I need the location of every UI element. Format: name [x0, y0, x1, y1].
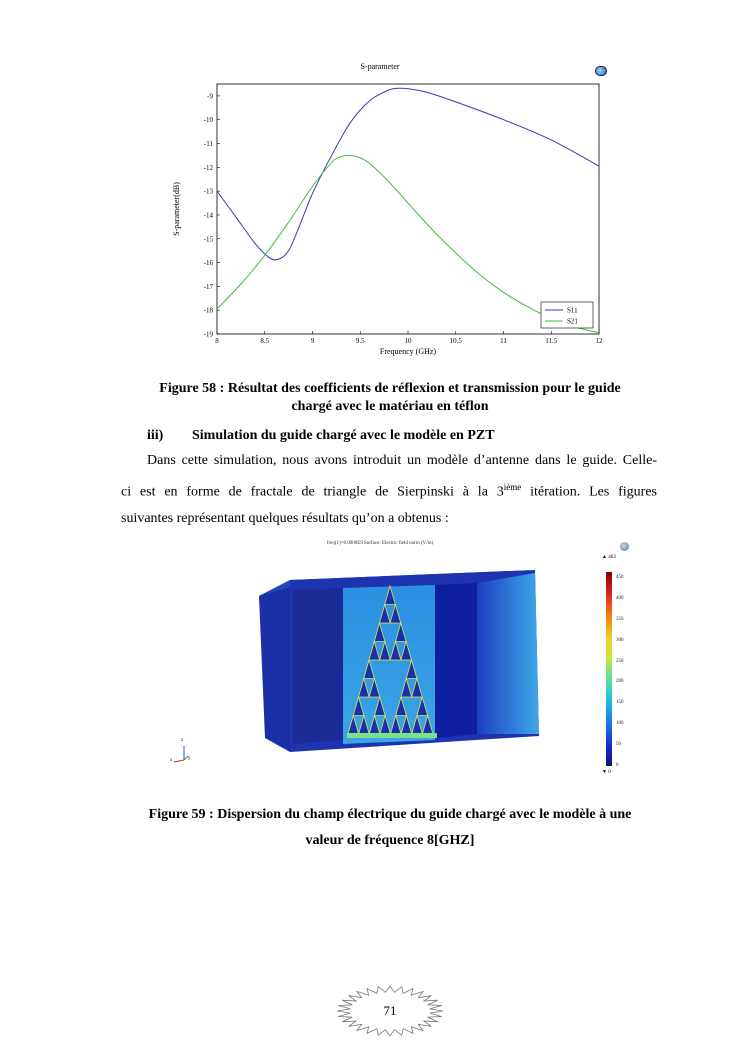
x-tick-label: 8	[215, 337, 219, 345]
superscript-ieme: ième	[503, 482, 522, 492]
colorbar-tick-label: 450	[616, 575, 624, 580]
x-tick-label: 9.5	[355, 337, 365, 345]
x-tick-label: 11.5	[545, 337, 558, 345]
colorbar-tick-label: 300	[616, 637, 624, 643]
colorbar-tick-label: 200	[616, 679, 624, 685]
y-tick-label: -9	[207, 92, 213, 101]
section-number: iii)	[147, 428, 164, 443]
colorbar-min-label: ▼ 0	[602, 770, 611, 775]
paragraph-line-1: Dans cette simulation, nous avons introduit un modèle d’antenne dans le guide. Celle-	[147, 453, 657, 468]
axis-label-z: z	[181, 738, 184, 743]
axis-label-y: y	[188, 756, 191, 761]
waveguide-left-face	[259, 580, 290, 752]
colorbar-tick-label: 100	[616, 721, 624, 727]
waveguide-right-inner	[435, 583, 477, 738]
page-number: 71	[383, 1003, 397, 1018]
y-tick-label: -17	[203, 282, 213, 291]
plot-frame	[217, 84, 599, 334]
axis-label-x: x	[170, 758, 173, 763]
legend-label-s21: S21	[567, 317, 578, 326]
figure-58-caption-line-2: chargé avec le matériau en téflon	[291, 399, 489, 414]
x-tick-label: 10	[404, 337, 412, 345]
simulation-toolbar-icon[interactable]	[620, 542, 629, 551]
legend-label-s11: S11	[567, 306, 578, 315]
s-parameter-chart	[160, 78, 620, 363]
x-tick-label: 12	[595, 337, 603, 345]
x-tick-label: 8.5	[260, 337, 270, 345]
x-tick-label: 9	[310, 337, 315, 345]
colorbar	[606, 572, 612, 766]
figure-59-caption-line-1: Figure 59 : Dispersion du champ électrique du guide chargé avec le modèle à une	[148, 807, 632, 822]
y-tick-label: -11	[203, 140, 213, 149]
colorbar-tick-label: 350	[616, 616, 624, 622]
chart-legend	[541, 302, 593, 328]
waveguide-right-wall	[477, 573, 539, 734]
paragraph-line-2-end: itération. Les figures	[521, 484, 657, 500]
x-tick-label: 11	[500, 337, 507, 345]
figure-58-caption-line-1: Figure 58 : Résultat des coefficients de réflexion et transmission pour le guide	[159, 381, 621, 396]
paragraph-line-3: suivantes représentant quelques résultats qu’on a obtenus :	[121, 510, 449, 526]
section-title: Simulation du guide chargé avec le modèle en PZT	[192, 428, 495, 443]
y-tick-label: -12	[203, 163, 213, 172]
figure-58-caption	[120, 380, 660, 416]
simulation-title: freq(1)=8.0000E9 Surface: Electric field norm (V/m)	[326, 541, 434, 546]
y-tick-label: -18	[203, 306, 213, 315]
colorbar-tick-label: 250	[616, 658, 624, 664]
y-tick-label: -14	[203, 211, 213, 220]
colorbar-tick-label: 150	[616, 700, 624, 706]
paragraph	[121, 448, 657, 532]
x-tick-label: 10.5	[449, 337, 462, 345]
colorbar-max-label: ▲ 463	[602, 555, 616, 560]
paragraph-line-2-text: ci est en forme de fractale de triangle de Sierpinski à la 3	[121, 484, 504, 500]
colorbar-tick-label: 0	[616, 763, 619, 768]
waveguide-left-inner	[293, 588, 345, 744]
y-axis-label: S-parameter(dB)	[172, 182, 181, 236]
figure-59-caption	[110, 802, 670, 854]
y-tick-label: -19	[203, 330, 213, 339]
x-axis-label: Frequency (GHz)	[379, 347, 437, 356]
y-tick-label: -13	[203, 187, 213, 196]
paragraph-line-2	[121, 474, 657, 506]
y-tick-label: -16	[203, 259, 213, 268]
y-tick-label: -10	[203, 116, 213, 125]
antenna-substrate	[343, 585, 435, 744]
y-tick-label: -15	[203, 235, 213, 244]
sierpinski-waveguide-3d-view	[255, 568, 545, 753]
figure-59-caption-line-2: valeur de fréquence 8[GHZ]	[305, 833, 475, 848]
antenna-feed-line	[347, 733, 437, 738]
colorbar-tick-label: 50	[616, 742, 621, 748]
chart-toolbar-icon[interactable]	[595, 66, 607, 76]
chart-title: S-parameter	[360, 62, 400, 71]
chart-axes	[172, 84, 603, 356]
colorbar-tick-label: 400	[616, 595, 624, 601]
